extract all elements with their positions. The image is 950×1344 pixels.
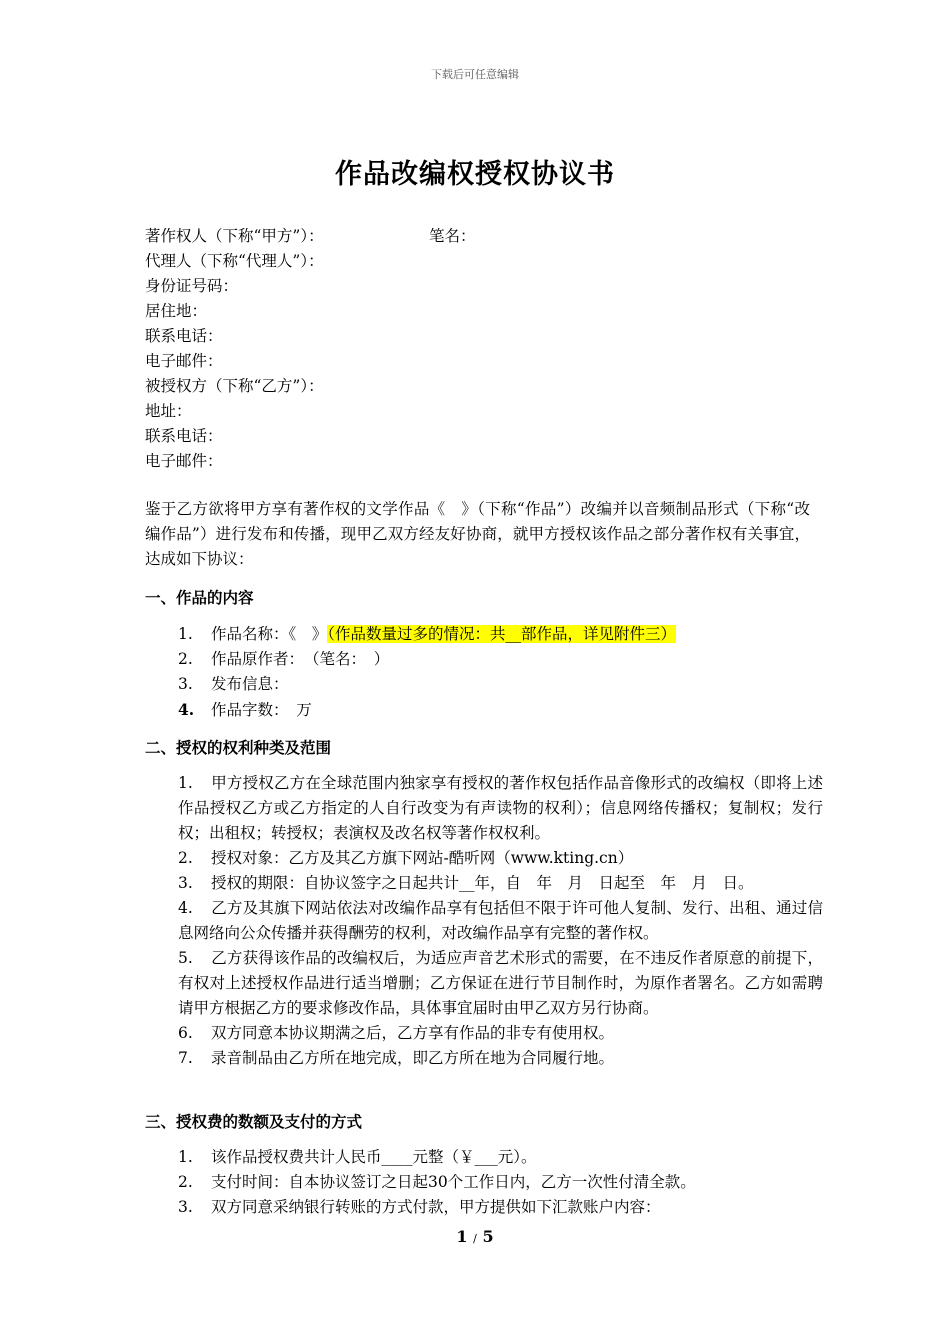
agent-label: 代理人（下称“代理人”）： (145, 252, 324, 270)
section3-list (178, 1145, 823, 1220)
address-label: 地址： (145, 402, 192, 420)
work-title-text: 作品名称：《 》 (211, 625, 328, 643)
list-item: 7. 录音制品由乙方所在地完成，即乙方所在地为合同履行地。 (178, 1049, 615, 1067)
list-item: 4. 乙方及其旗下网站依法对改编作品享有包括但不限于许可他人复制、发行、出租、通过信息网络向公众传播并获得酬劳的权利，对改编作品享有完整的著作权。 (178, 899, 823, 942)
pen-name-label: 笔名： (429, 227, 476, 245)
document-title: 作品改编权授权协议书 (335, 159, 615, 190)
author-label: 著作权人（下称“甲方”）： (145, 227, 324, 245)
list-item: 2. 作品原作者： （笔名： ） (178, 650, 390, 668)
id-number-label: 身份证号码： (145, 277, 239, 295)
intro-paragraph: 鉴于乙方欲将甲方享有著作权的文学作品《 》（下称“作品”）改编并以音频制品形式（下称“改编作品”）进行发布和传播，现甲乙双方经友好协商，就甲方授权该作品之部分著作权有关事宜，达成如下协议： (145, 500, 810, 568)
list-item: 3. 双方同意采纳银行转账的方式付款，甲方提供如下汇款账户内容： (178, 1198, 661, 1216)
list-item: 1. 该作品授权费共计人民币____元整（￥___元）。 (178, 1148, 537, 1166)
list-item: 6. 双方同意本协议期满之后，乙方享有作品的非专有使用权。 (178, 1024, 615, 1042)
current-page: 1 (456, 1227, 468, 1246)
list-item: 4. 作品字数： 万 (178, 700, 312, 719)
list-item: 3. 发布信息： (178, 675, 289, 693)
section1-list (178, 622, 823, 723)
page-header-note: 下载后可任意编辑 (431, 68, 519, 81)
list-item: 3. 授权的期限：自协议签字之日起共计__年，自 年 月 日起至 年 月 日。 (178, 874, 754, 892)
residence-label: 居住地： (145, 302, 208, 320)
email-label: 电子邮件： (145, 352, 223, 370)
total-pages: 5 (482, 1227, 494, 1246)
section-heading-rights: 二、授权的权利种类及范围 (145, 739, 332, 757)
list-item: 2. 支付时间：自本协议签订之日起30个工作日内，乙方一次性付清全款。 (178, 1173, 696, 1191)
licensee-phone-label: 联系电话： (145, 427, 223, 445)
section-heading-content: 一、作品的内容 (145, 589, 254, 607)
highlight-note: （作品数量过多的情况：共__部作品，详见附件三） (327, 625, 677, 643)
page-number (0, 1227, 950, 1246)
list-item: 5. 乙方获得该作品的改编权后，为适应声音艺术形式的需要，在不违反作者原意的前提下，有权对上述授权作品进行适当增删；乙方保证在进行节目制作时，为原作者署名。乙方如需聘请甲方根据乙方的要求修改作品，具体事宜届时由甲乙双方另行协商。 (178, 949, 823, 1017)
page-separator: / (473, 1232, 477, 1245)
section-heading-fees: 三、授权费的数额及支付的方式 (145, 1113, 363, 1131)
list-item: 1. 作品名称：《 》（作品数量过多的情况：共__部作品，详见附件三） (178, 625, 677, 643)
party-info-block (145, 224, 825, 474)
phone-label: 联系电话： (145, 327, 223, 345)
list-item: 2. 授权对象：乙方及其乙方旗下网站-酷听网（www.kting.cn） (178, 849, 634, 867)
author-line (145, 224, 825, 249)
list-item: 1. 甲方授权乙方在全球范围内独家享有授权的著作权包括作品音像形式的改编权（即将上述作品授权乙方或乙方指定的人自行改变为有声读物的权利）；信息网络传播权；复制权；发行权；出租权；转授权；表演权及改名权等著作权权利。 (178, 774, 823, 842)
section2-list (178, 771, 823, 1071)
licensee-email-label: 电子邮件： (145, 452, 223, 470)
licensee-label: 被授权方（下称“乙方”）： (145, 377, 324, 395)
